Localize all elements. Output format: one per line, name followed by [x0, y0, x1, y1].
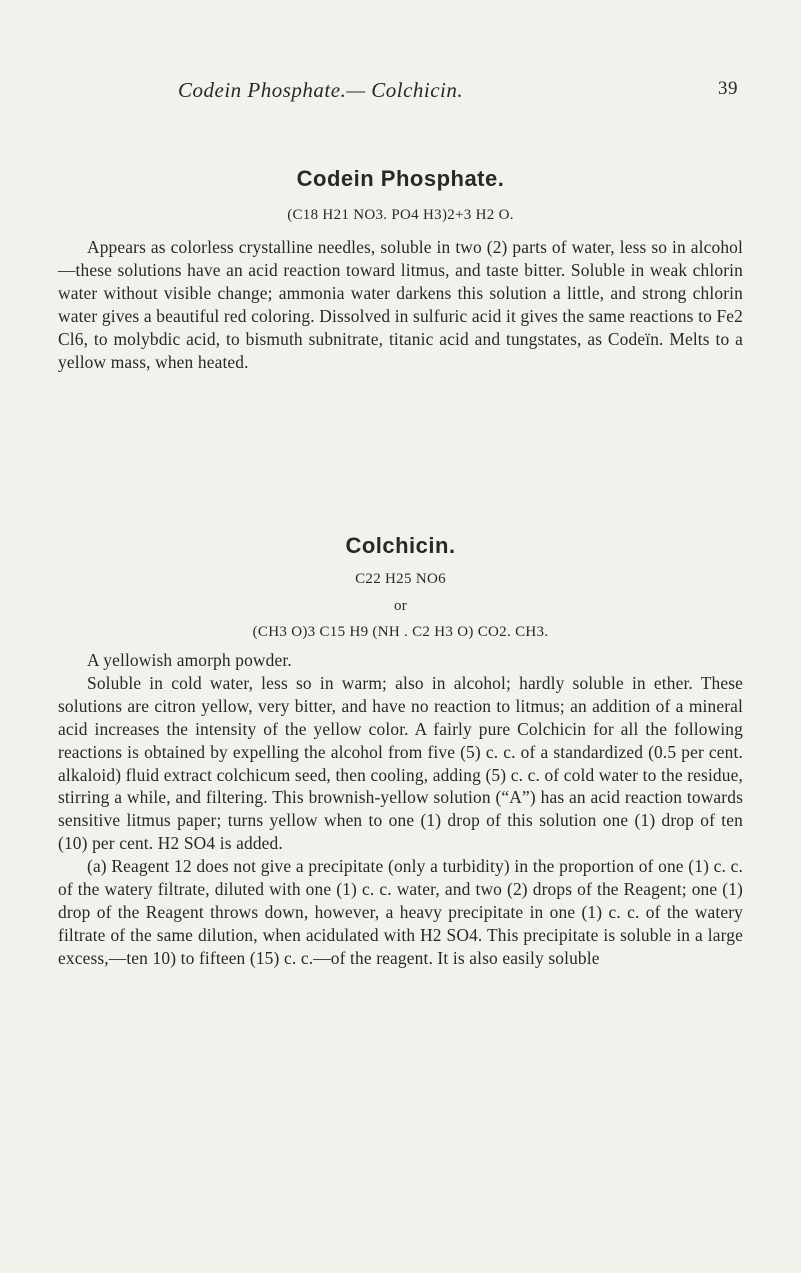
- colchicin-paragraph-2: Soluble in cold water, less so in warm; also in alcohol; hardly soluble in ether. These solutions are citron yellow, very bitter, and have no reaction to litmus; an addition of a mineral acid increases the intensity of the yellow color. A fairly pure Colchicin for all the following reactions is obtained by expelling the alcohol from five (5) c. c. of a standardized (0.5 per cent. alkaloid) fluid extract colchicum seed, then cooling, adding (5) c. c. of cold water to the residue, stirring a while, and filtering. This brownish-yellow solution (“A”) has an acid reaction towards sensitive litmus paper; turns yellow when to one (1) drop of this solution one (1) drop of ten (10) per cent. H2 SO4 is added.: [58, 672, 743, 854]
- section-heading-colchicin: Colchicin.: [345, 533, 456, 558]
- running-head: [178, 78, 738, 108]
- running-head-title: Codein Phosphate.— Colchicin.: [178, 78, 464, 102]
- codein-description: [58, 236, 743, 373]
- page-number: 39: [718, 78, 738, 99]
- colchicin-paragraph-3: (a) Reagent 12 does not give a precipitate (only a turbidity) in the proportion of one (1) c. c. of the watery filtrate, diluted with one (1) c. c. water, and two (2) drops of the Reagent; one (1) drop of the Reagent throws down, however, a heavy precipitate in one (1) c. c. of the watery filtrate of the same dilution, when acidulated with H2 SO4. This precipitate is soluble in a large excess,—ten 10) to fifteen (15) c. c.—of the reagent. It is also easily soluble: [58, 856, 743, 968]
- colchicin-description: [58, 649, 743, 970]
- colchicin-formula-or: or: [393, 598, 408, 614]
- colchicin-formula-1: C22 H25 NO6: [355, 571, 446, 587]
- colchicin-paragraph-1: A yellowish amorph powder.: [87, 650, 292, 670]
- codein-paragraph: Appears as colorless crystalline needles, soluble in two (2) parts of water, less so in alcohol—these solutions have an acid reaction toward litmus, and taste bitter. Soluble in weak chlorin water without visible change; ammonia water darkens this solution a little, and strong chlorin water gives a beautiful red coloring. Dissolved in sulfuric acid it gives the same reactions to Fe2 Cl6, to molybdic acid, to bismuth subnitrate, titanic acid and tungstates, as Codeïn. Melts to a yellow mass, when heated.: [58, 237, 743, 372]
- colchicin-formula-2: (CH3 O)3 C15 H9 (NH . C2 H3 O) CO2. CH3.: [252, 624, 549, 640]
- codein-formula: (C18 H21 NO3. PO4 H3)2+3 H2 O.: [287, 207, 514, 223]
- section-heading-codein: Codein Phosphate.: [296, 166, 505, 191]
